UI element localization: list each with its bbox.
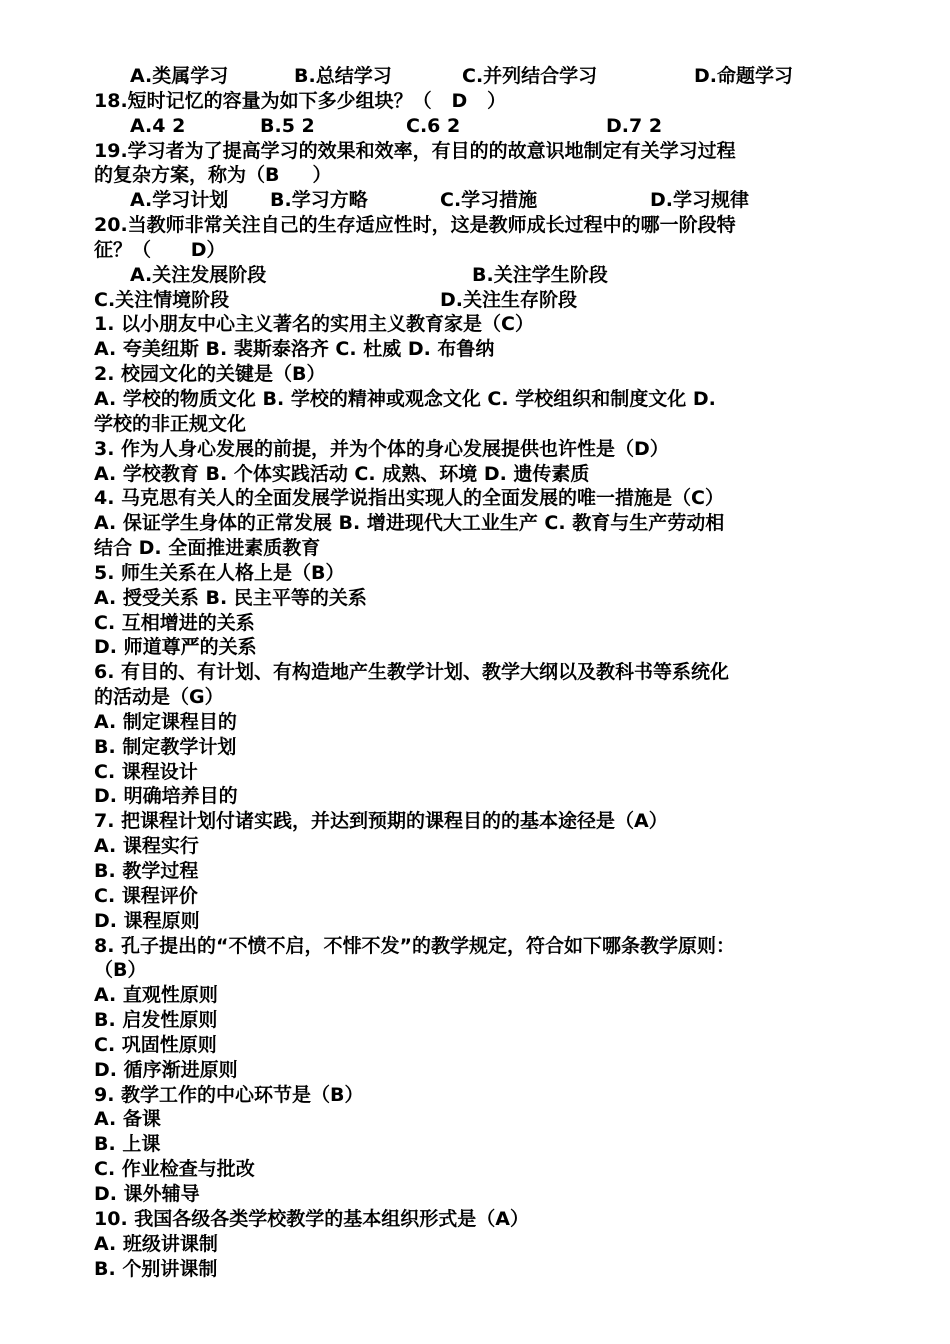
- text-line: 5. 师生关系在人格上是（B）: [94, 561, 345, 584]
- q20-option-c: C.关注情境阶段: [94, 288, 230, 311]
- text-line: A. 备课: [94, 1108, 161, 1131]
- text-line: B. 上课: [94, 1133, 161, 1156]
- text-line: B. 启发性原则: [94, 1009, 218, 1032]
- q20-option-a: A.关注发展阶段: [130, 263, 267, 286]
- q18-option-a: A.4 2: [130, 114, 186, 137]
- text-line: 学校的非正规文化: [94, 412, 247, 435]
- q18-option-d: D.7 2: [606, 114, 663, 137]
- q17-option-b: B.总结学习: [294, 65, 392, 87]
- text-line: D. 明确培养目的: [94, 785, 238, 808]
- text-line: 2. 校园文化的关键是（B）: [94, 363, 326, 386]
- text-line: A. 学校的物质文化 B. 学校的精神或观念文化 C. 学校组织和制度文化 D.: [94, 387, 716, 410]
- text-line: 1. 以小朋友中心主义著名的实用主义教育家是（C）: [94, 313, 534, 336]
- text-line: C. 课程设计: [94, 760, 198, 783]
- text-line: C. 互相增进的关系: [94, 611, 255, 634]
- text-line: D. 循序渐进原则: [94, 1058, 238, 1081]
- q18-option-c: C.6 2: [406, 114, 461, 137]
- q20-options-row-2: [94, 288, 874, 313]
- q19-option-d: D.学习规律: [650, 189, 749, 212]
- text-line: A. 直观性原则: [94, 984, 218, 1007]
- text-line: C. 巩固性原则: [94, 1033, 217, 1056]
- q20-option-b: B.关注学生阶段: [472, 263, 608, 286]
- text-line: C. 课程评价: [94, 884, 198, 907]
- text-line: B. 制定教学计划: [94, 735, 237, 758]
- text-line: C. 作业检查与批改: [94, 1158, 255, 1181]
- text-line: D. 课程原则: [94, 909, 200, 932]
- text-line: 7. 把课程计划付诸实践，并达到预期的课程目的的基本途径是（A）: [94, 810, 668, 833]
- text-line: 3. 作为人身心发展的前提，并为个体的身心发展提供也许性是（D）: [94, 437, 669, 460]
- text-line: B. 个别讲课制: [94, 1257, 218, 1280]
- q20-stem-line-1: 20.当教师非常关注自己的生存适应性时，这是教师成长过程中的哪一阶段特: [94, 214, 736, 237]
- text-line: A. 课程实行: [94, 835, 199, 858]
- q18-options: [94, 114, 874, 139]
- q18-stem: 18.短时记忆的容量为如下多少组块？（ D ）: [94, 89, 507, 112]
- q19-stem-line-2: 的复杂方案，称为（B ）: [94, 164, 332, 187]
- q17-option-a: A.类属学习: [130, 65, 229, 87]
- question-list: [94, 64, 874, 1281]
- text-line: D. 课外辅导: [94, 1182, 200, 1205]
- q17-option-d: D.命题学习: [694, 65, 793, 87]
- q20-stem-line-2: 征？（ D）: [94, 238, 226, 261]
- text-line: 的活动是（G）: [94, 686, 224, 709]
- q17-options: [94, 64, 874, 89]
- q19-option-c: C.学习措施: [440, 189, 538, 212]
- text-line: A. 制定课程目的: [94, 710, 237, 733]
- text-line: 4. 马克思有关人的全面发展学说指出实现人的全面发展的唯一措施是（C）: [94, 487, 724, 510]
- q20-options-row-1: [94, 263, 874, 288]
- q19-options: [94, 188, 874, 213]
- q19-option-b: B.学习方略: [270, 189, 368, 212]
- q19-option-a: A.学习计划: [130, 189, 229, 212]
- text-line: 结合 D. 全面推进素质教育: [94, 537, 321, 560]
- text-line: A. 保证学生身体的正常发展 B. 增进现代大工业生产 C. 教育与生产劳动相: [94, 512, 725, 535]
- text-line: A. 夸美纽斯 B. 裴斯泰洛齐 C. 杜威 D. 布鲁纳: [94, 338, 495, 361]
- text-line: （B）: [94, 959, 147, 982]
- text-line: 6. 有目的、有计划、有构造地产生教学计划、教学大纲以及教科书等系统化: [94, 661, 730, 684]
- text-line: A. 班级讲课制: [94, 1232, 218, 1255]
- q17-option-c: C.并列结合学习: [462, 65, 598, 87]
- text-line: B. 教学过程: [94, 860, 199, 882]
- text-line: 9. 教学工作的中心环节是（B）: [94, 1083, 364, 1106]
- text-line: A. 授受关系 B. 民主平等的关系: [94, 586, 367, 609]
- q20-option-d: D.关注生存阶段: [440, 288, 577, 311]
- q18-option-b: B.5 2: [260, 114, 315, 137]
- text-line: 8. 孔子提出的“不愤不启，不悱不发”的教学规定，符合如下哪条教学原则：: [94, 934, 736, 957]
- text-line: 10. 我国各级各类学校教学的基本组织形式是（A）: [94, 1207, 529, 1230]
- text-line: A. 学校教育 B. 个体实践活动 C. 成熟、环境 D. 遗传素质: [94, 462, 590, 485]
- text-line: D. 师道尊严的关系: [94, 636, 257, 659]
- q19-stem-line-1: 19.学习者为了提高学习的效果和效率，有目的的故意识地制定有关学习过程: [94, 139, 736, 162]
